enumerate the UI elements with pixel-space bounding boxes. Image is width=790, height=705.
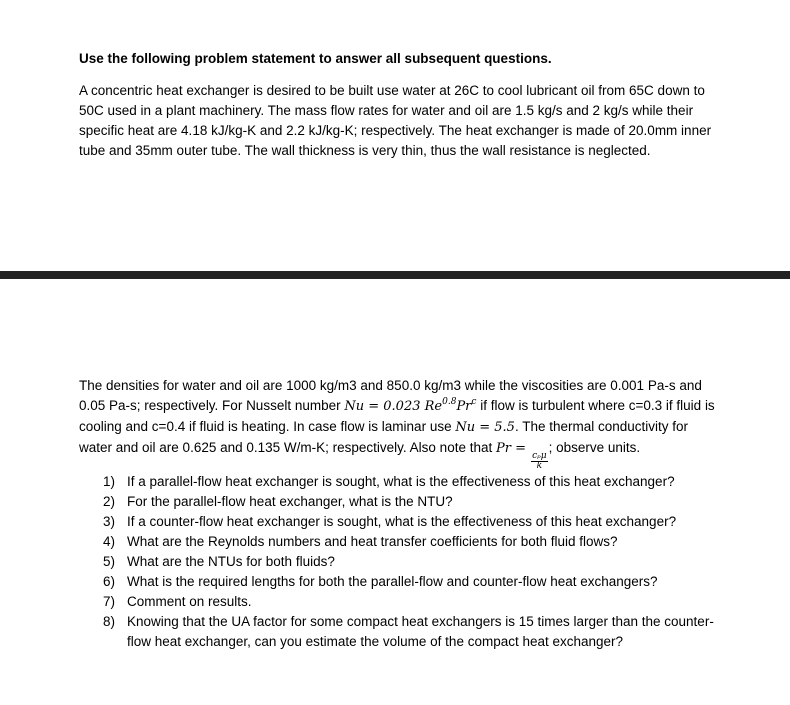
list-item: 6) What is the required lengths for both the parallel-flow and counter-flow heat exchangers? (103, 574, 658, 589)
list-item: 2) For the parallel-flow heat exchanger, what is the NTU? (103, 494, 453, 509)
properties-paragraph (79, 376, 719, 471)
properties-text-3: . The thermal conductivity for water and oil are 0.625 and 0.135 W/m-K; respectively. Also note that (79, 419, 689, 455)
properties-text-4: ; observe units. (548, 440, 641, 455)
list-item: 1) If a parallel-flow heat exchanger is sought, what is the effectiveness of this heat exchanger? (103, 474, 675, 489)
nusselt-laminar-equation: Nu = 5.5 (455, 420, 515, 435)
properties-text-2: if flow is turbulent where c=0.3 if fluid is cooling and c=0.4 if fluid is heating. In case flow is laminar use (79, 398, 715, 434)
list-item: 3) If a counter-flow heat exchanger is sought, what is the effectiveness of this heat exchanger? (103, 514, 677, 529)
question-list (103, 472, 723, 652)
list-item: 8) Knowing that the UA factor for some compact heat exchangers is 15 times larger than the counter-flow heat exchanger, can you estimate the volume of the compact heat exchanger? (103, 614, 714, 649)
problem-statement: A concentric heat exchanger is desired to be built use water at 26C to cool lubricant oil from 65C down to 50C used in a plant machinery. The mass flow rates for water and oil are 1.5 kg/s and 2 kg/s while their specific heat are 4.18 kJ/kg-K and 2.2 kJ/kg-K; respectively. The heat exchanger is made of 20.0mm inner tube and 35mm outer tube. The wall thickness is very thin, thus the wall resistance is neglected. (79, 83, 712, 158)
list-item: 4) What are the Reynolds numbers and heat transfer coefficients for both fluid flows? (103, 534, 618, 549)
list-item: 7) Comment on results. (103, 594, 252, 609)
instructions-heading: Use the following problem statement to answer all subsequent questions. (79, 51, 552, 66)
prandtl-equation: Pr = $\frac{\text{cₚμ}}{k}$ (495, 441, 547, 471)
nusselt-turbulent-equation: Nu = 0.023 $Re^{0.8}Pr^c$ (344, 397, 477, 414)
properties-text-1: The densities for water and oil are 1000 kg/m3 and 850.0 kg/m3 while the viscosities are 0.001 Pa-s and 0.05 Pa-s; respectively. For Nusselt number (79, 378, 702, 413)
prandtl-fraction: $\frac{\text{cₚμ}}{k}$ (532, 451, 547, 471)
list-item: 5) What are the NTUs for both fluids? (103, 554, 335, 569)
section-divider (0, 271, 790, 279)
